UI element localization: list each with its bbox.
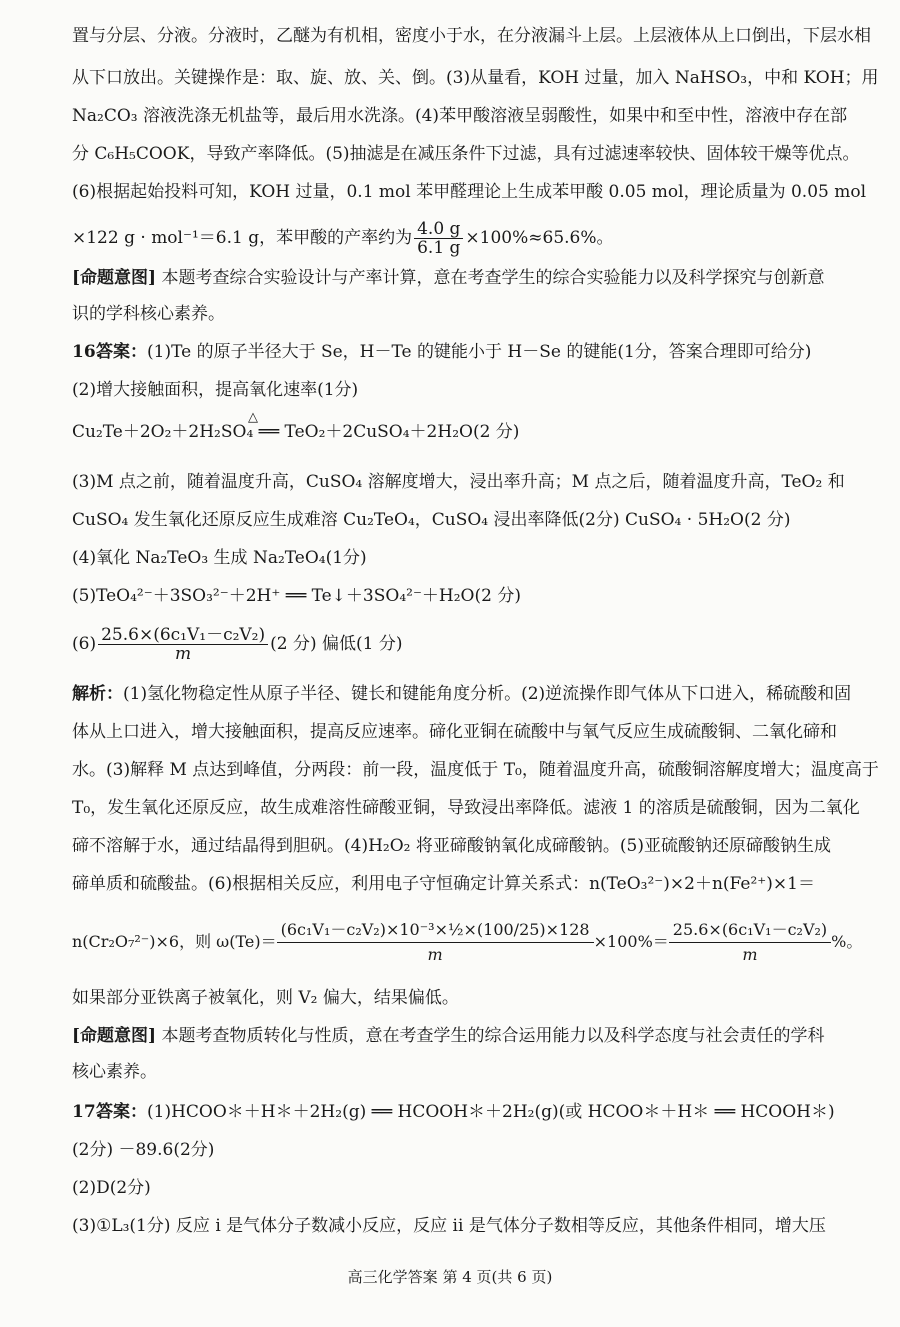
text-line: 体从上口进入，增大接触面积，提高反应速率。碲化亚铜在硫酸中与氧气反应生成硫酸铜、二氧化碲和 [72,722,837,742]
q16-part1: (1)Te 的原子半径大于 Se，H－Te 的键能小于 H－Se 的键能(1分，答案合理即可给分) [147,342,812,362]
omega-fraction [277,920,594,965]
text-line: (2)D(2分) [72,1178,151,1198]
text-line: T₀，发生氧化还原反应，故生成难溶性碲酸亚铜，导致浸出率降低。滤液 1 的溶质是硫酸铜，因为二氧化 [72,798,860,818]
text-line: (4)氧化 Na₂TeO₃ 生成 Na₂TeO₄(1分) [72,548,367,568]
question-number: 17. [72,1102,102,1122]
part6-label: (6) [72,634,97,654]
intent-tag: [命题意图] [72,1026,157,1046]
omega-fraction-2 [669,920,831,965]
yield-result: ×100%≈65.6%。 [465,228,614,248]
intent-tag: [命题意图] [72,268,157,288]
q16-answer-line [96,340,866,364]
text-line: (2)增大接触面积，提高氧化速率(1分) [72,380,359,400]
equation-text: Cu₂Te＋2O₂＋2H₂SO₄ ══ TeO₂＋2CuSO₄＋2H₂O(2 分) [72,422,520,442]
heat-condition: △ [248,410,258,425]
text-line: (3)①L₃(1分) 反应 i 是气体分子数减小反应，反应 ii 是气体分子数相等反应，其他条件相同，增大压 [72,1216,826,1236]
omega-tail: %。 [831,932,863,951]
q17-answer-line [96,1100,866,1124]
analysis-tag: 解析： [72,684,123,704]
part6-denominator: m [175,644,192,664]
equation-line: (5)TeO₄²⁻＋3SO₃²⁻＋2H⁺ ══ Te↓＋3SO₄²⁻＋H₂O(2 分) [72,586,521,606]
text-line: 分 C₆H₅COOK，导致产率降低。(5)抽滤是在减压条件下过滤，具有过滤速率较快、固体较干燥等优点。 [72,144,860,164]
q17-part1: (1)HCOO＊＋H＊＋2H₂(g) ══ HCOOH＊＋2H₂(g)(或 HCOO＊＋H＊ ══ HCOOH＊) [147,1102,835,1122]
text-line: 核心素养。 [72,1062,157,1082]
yield-text: ×122 g · mol⁻¹＝6.1 g，苯甲酸的产率约为 [72,228,413,248]
q16-part6-line [72,622,866,666]
yield-denominator: 6.1 g [417,238,461,258]
omega-numerator-2: 25.6×(6c₁V₁－c₂V₂) [669,920,831,943]
omega-lhs: n(Cr₂O₇²⁻)×6，则 ω(Te)＝ [72,932,277,951]
intent-line [72,266,866,290]
yield-fraction [414,220,463,257]
equation-line [72,410,866,452]
text-line: (3)M 点之前，随着温度升高，CuSO₄ 溶解度增大，浸出率升高；M 点之后，随着温度升高，TeO₂ 和 [72,472,845,492]
text-line: 碲不溶解于水，通过结晶得到胆矾。(4)H₂O₂ 将亚碲酸钠氧化成碲酸钠。(5)亚硫酸钠还原碲酸钠生成 [72,836,831,856]
text-line: 从下口放出。关键操作是：取、旋、放、关、倒。(3)从量看，KOH 过量，加入 NaHSO₃，中和 KOH；用 [72,68,879,88]
omega-formula-line [72,912,866,972]
text-line: 识的学科核心素养。 [72,304,225,324]
intent-text: 本题考查物质转化与性质，意在考查学生的综合运用能力以及科学态度与社会责任的学科 [161,1026,825,1046]
omega-denominator-2: m [742,945,758,964]
answer-tag: 答案： [96,342,147,362]
intent-text: 本题考查综合实验设计与产率计算，意在考查学生的综合实验能力以及科学探究与创新意 [161,268,825,288]
analysis-line [72,682,866,706]
yield-formula-line [72,218,866,258]
yield-numerator: 4.0 g [414,220,463,239]
text-line: (2分) －89.6(2分) [72,1140,215,1160]
text-line: CuSO₄ 发生氧化还原反应生成难溶 Cu₂TeO₄，CuSO₄ 浸出率降低(2分) CuSO₄ · 5H₂O(2 分) [72,510,791,530]
part6-fraction [98,626,268,663]
question-number: 16. [72,342,102,362]
text-line: Na₂CO₃ 溶液洗涤无机盐等，最后用水洗涤。(4)苯甲酸溶液呈弱酸性，如果中和至中性，溶液中存在部 [72,106,848,126]
omega-numerator: (6c₁V₁－c₂V₂)×10⁻³×½×(100/25)×128 [277,920,594,943]
omega-mid: ×100%＝ [593,932,669,951]
answer-tag: 答案： [96,1102,147,1122]
intent-line [72,1024,866,1048]
analysis-text: (1)氢化物稳定性从原子半径、键长和键能角度分析。(2)逆流操作即气体从下口进入，稀硫酸和固 [123,684,852,704]
part6-tail: (2 分) 偏低(1 分) [270,634,403,654]
text-line: (6)根据起始投料可知，KOH 过量，0.1 mol 苯甲醛理论上生成苯甲酸 0.05 mol，理论质量为 0.05 mol [72,182,867,202]
text-line: 碲单质和硫酸盐。(6)根据相关反应，利用电子守恒确定计算关系式：n(TeO₃²⁻)×2＋n(Fe²⁺)×1＝ [72,874,815,894]
text-line: 如果部分亚铁离子被氧化，则 V₂ 偏大，结果偏低。 [72,988,459,1008]
omega-denominator: m [427,945,443,964]
page-footer: 高三化学答案 第 4 页(共 6 页) [347,1268,553,1286]
text-line: 水。(3)解释 M 点达到峰值，分两段：前一段，温度低于 T₀，随着温度升高，硫酸铜溶解度增大；温度高于 [72,760,879,780]
text-line: 置与分层、分液。分液时，乙醚为有机相，密度小于水，在分液漏斗上层。上层液体从上口倒出，下层水相 [72,26,871,46]
part6-numerator: 25.6×(6c₁V₁－c₂V₂) [98,626,268,645]
